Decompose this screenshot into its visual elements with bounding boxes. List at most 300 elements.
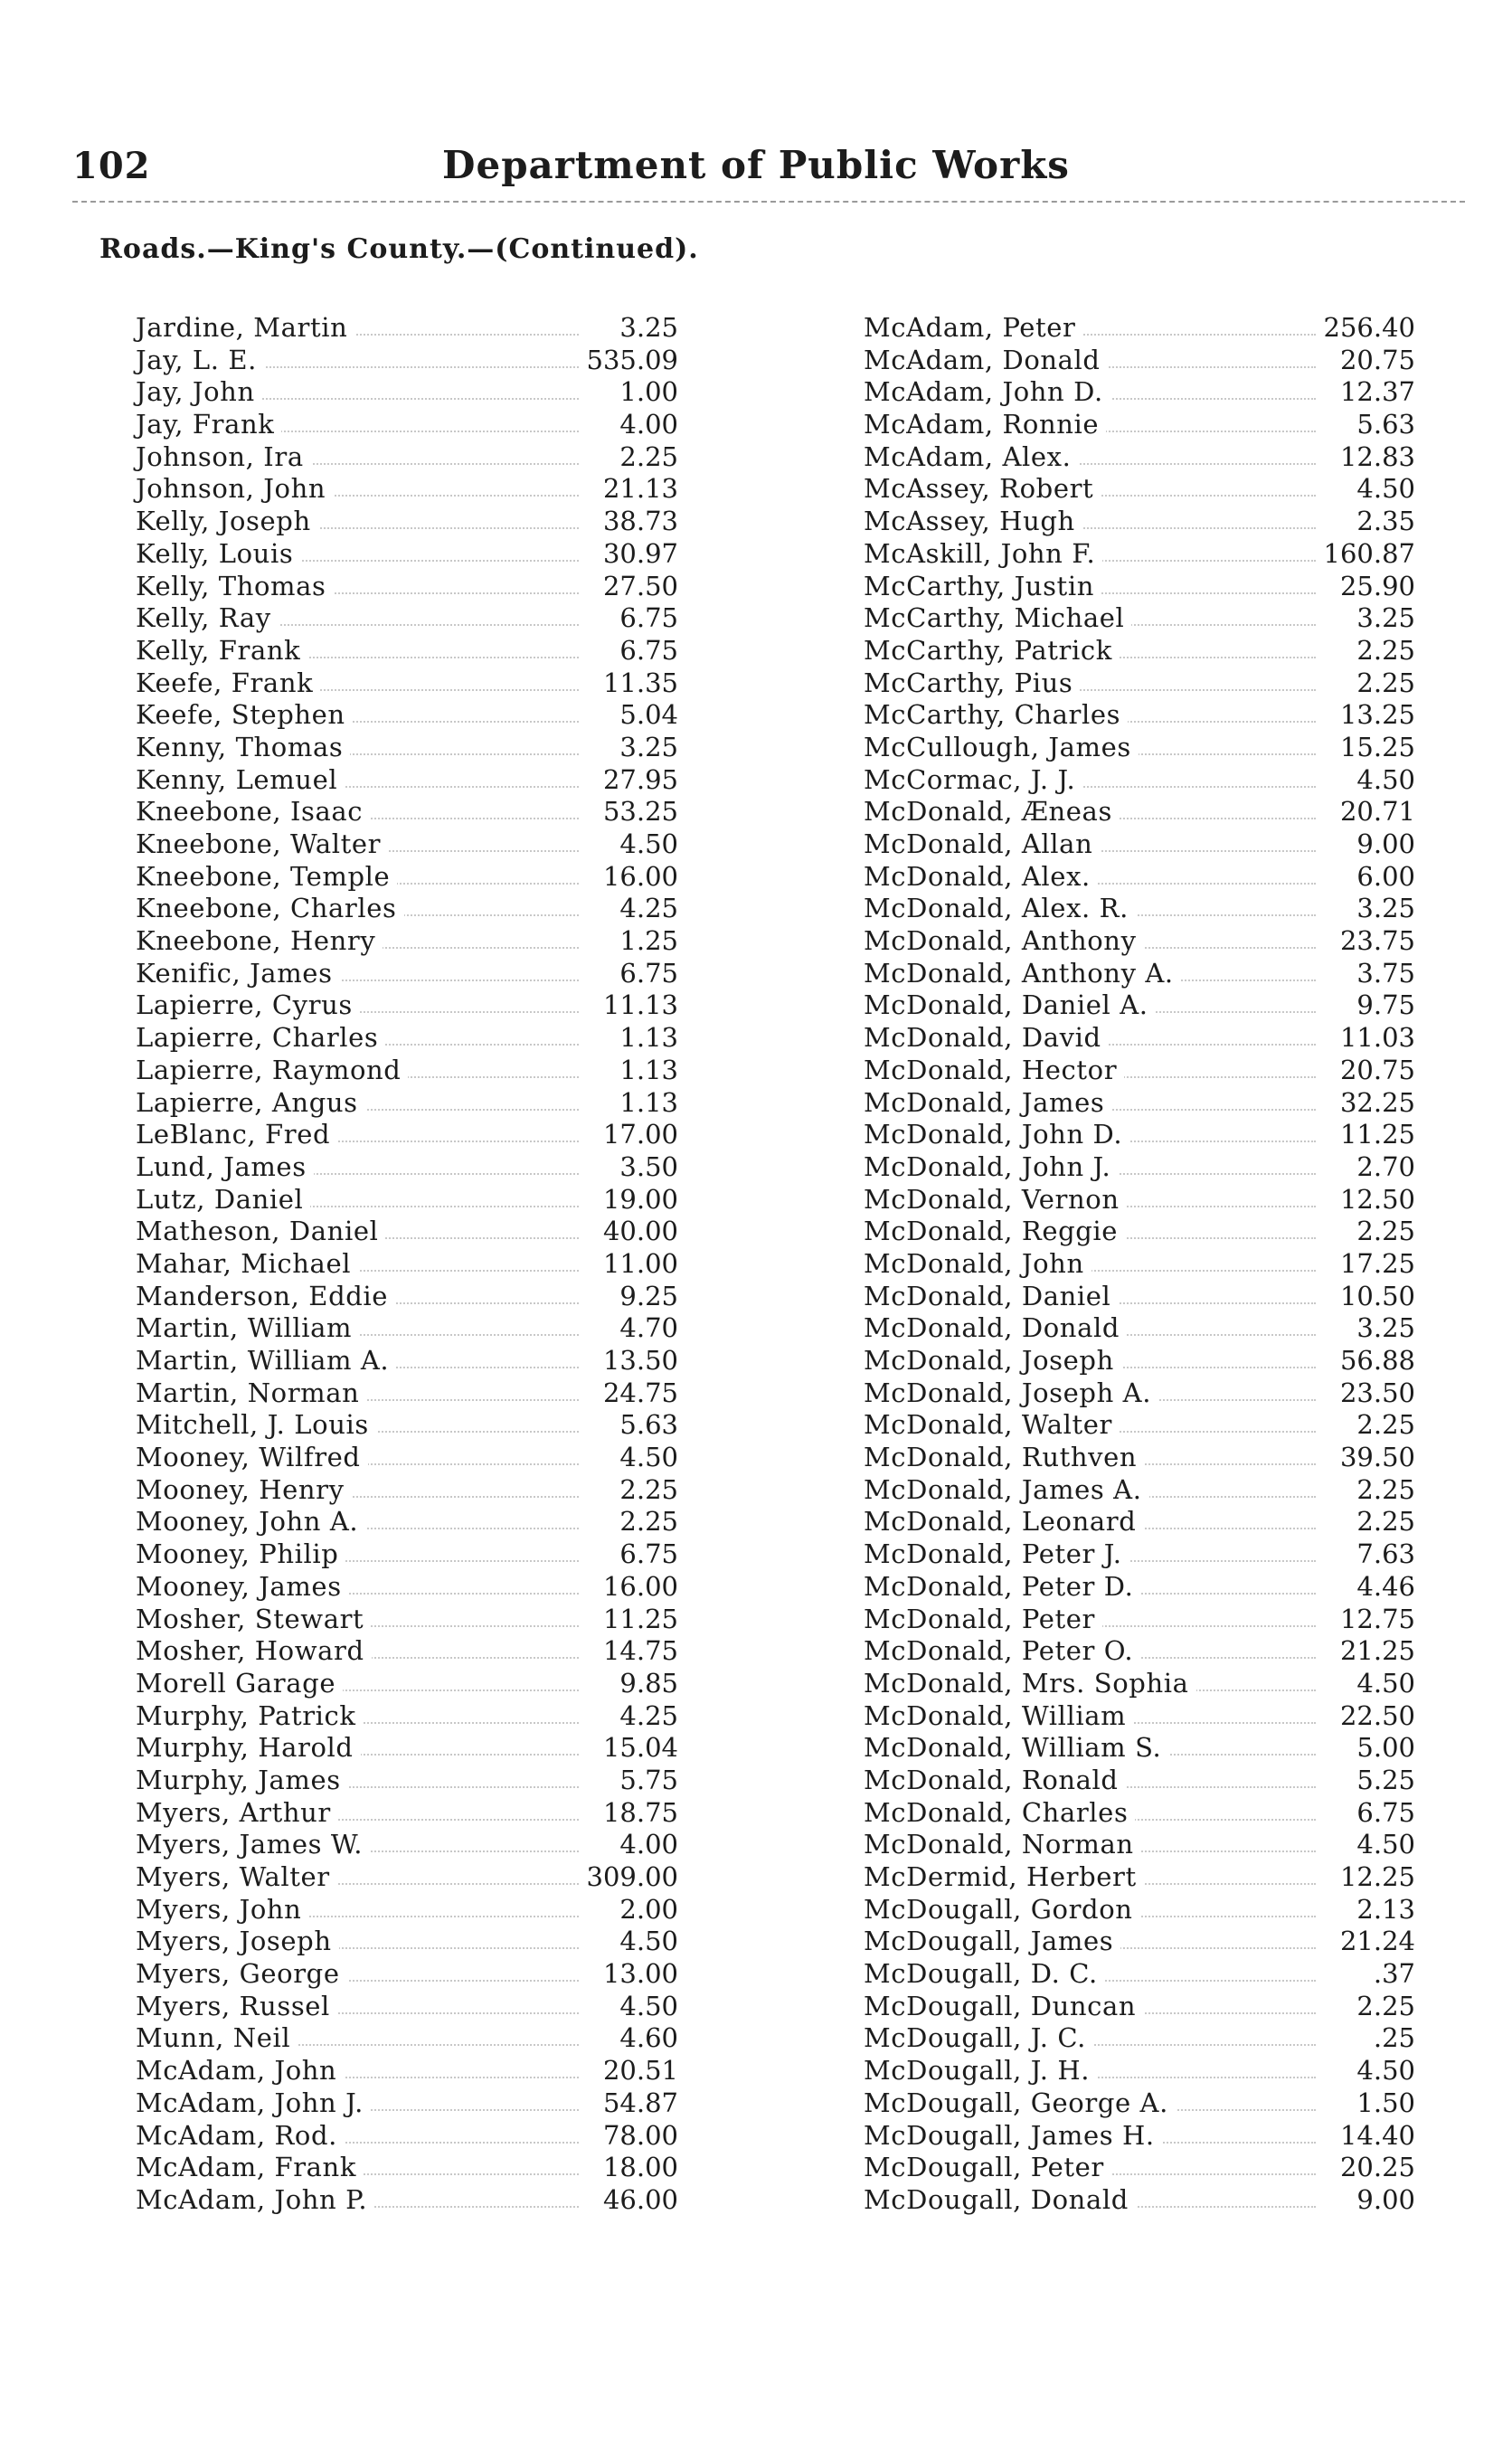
list-item [136, 1861, 678, 1894]
payment-amount: 2.25 [1349, 1991, 1415, 2023]
list-item [136, 2022, 678, 2055]
list-item [136, 1248, 678, 1281]
payment-amount: 4.25 [612, 1700, 678, 1733]
payee-name: McDougall, James [864, 1926, 1120, 1958]
list-item [136, 1765, 678, 1797]
list-item [136, 1635, 678, 1668]
list-item [864, 1281, 1415, 1313]
payment-amount: 22.50 [1333, 1700, 1415, 1733]
payment-amount: 11.25 [1333, 1119, 1415, 1151]
payment-amount: 16.00 [596, 861, 678, 894]
list-item [136, 602, 678, 635]
list-item [864, 861, 1415, 894]
payment-amount: 56.88 [1333, 1345, 1415, 1377]
payment-amount: 6.75 [1349, 1797, 1415, 1830]
payee-name: McDonald, Vernon [864, 1184, 1127, 1216]
page-number: 102 [72, 145, 151, 187]
payment-amount: 4.00 [612, 1829, 678, 1861]
payment-amount: 21.13 [596, 473, 678, 506]
payee-name: McDougall, Duncan [864, 1991, 1143, 2023]
payee-name: Mooney, Philip [136, 1538, 345, 1571]
payment-amount: 20.75 [1333, 1055, 1415, 1087]
payment-amount: 1.13 [612, 1055, 678, 1087]
payee-name: Morell Garage [136, 1668, 343, 1700]
payee-name: McDonald, Daniel [864, 1281, 1118, 1313]
list-item [136, 1312, 678, 1345]
list-item [136, 1184, 678, 1216]
payee-name: Mooney, John A. [136, 1506, 365, 1538]
payment-amount: 2.25 [612, 1474, 678, 1507]
payee-name: McDonald, Joseph [864, 1345, 1121, 1377]
list-item [864, 1216, 1415, 1248]
payment-amount: 11.25 [596, 1604, 678, 1636]
payee-name: Martin, William [136, 1312, 359, 1345]
payee-name: McDonald, William [864, 1700, 1133, 1733]
payment-amount: 5.00 [1349, 1732, 1415, 1765]
list-item [864, 473, 1415, 506]
payment-amount: 32.25 [1333, 1087, 1415, 1120]
list-item [864, 1571, 1415, 1604]
payee-name: Mosher, Stewart [136, 1604, 371, 1636]
payment-amount: 20.71 [1333, 796, 1415, 828]
list-item [864, 2152, 1415, 2184]
payment-amount: 2.25 [1349, 1474, 1415, 1507]
list-item [136, 989, 678, 1022]
list-item [136, 345, 678, 377]
list-item [136, 1281, 678, 1313]
payee-name: McDermid, Herbert [864, 1861, 1144, 1894]
payment-amount: 12.37 [1333, 376, 1415, 409]
list-item [136, 667, 678, 700]
list-item [136, 764, 678, 797]
list-item [864, 1151, 1415, 1184]
payment-amount: 2.25 [1349, 635, 1415, 667]
list-item [136, 1151, 678, 1184]
list-item [864, 989, 1415, 1022]
list-item [136, 1571, 678, 1604]
list-item [864, 1409, 1415, 1442]
list-item [864, 441, 1415, 474]
payee-name: McCarthy, Michael [864, 602, 1131, 635]
left-column [136, 312, 678, 2217]
payee-name: McDonald, Donald [864, 1312, 1127, 1345]
list-item [864, 1119, 1415, 1151]
list-item [136, 2120, 678, 2153]
payment-amount: 2.35 [1349, 506, 1415, 538]
payment-amount: 5.75 [612, 1765, 678, 1797]
payment-amount: 5.63 [1349, 409, 1415, 441]
payee-name: Kneebone, Walter [136, 828, 388, 861]
list-item [864, 1055, 1415, 1087]
list-item [864, 538, 1415, 571]
payment-amount: 6.75 [612, 1538, 678, 1571]
payment-amount: 5.25 [1349, 1765, 1415, 1797]
payment-amount: 10.50 [1333, 1281, 1415, 1313]
payee-name: Myers, Arthur [136, 1797, 338, 1830]
payment-amount: 3.25 [1349, 602, 1415, 635]
payee-name: McDonald, Reggie [864, 1216, 1125, 1248]
list-item [864, 602, 1415, 635]
payment-amount: 18.00 [596, 2152, 678, 2184]
payee-name: Kelly, Thomas [136, 571, 334, 603]
payment-amount: 24.75 [596, 1377, 678, 1410]
payment-amount: 46.00 [596, 2184, 678, 2217]
payment-amount: 9.00 [1349, 828, 1415, 861]
payment-amount: 13.00 [596, 1958, 678, 1991]
payment-amount: 40.00 [596, 1216, 678, 1248]
payee-name: McDonald, Norman [864, 1829, 1141, 1861]
payment-amount: 3.25 [1349, 1312, 1415, 1345]
payee-name: Munn, Neil [136, 2022, 298, 2055]
list-item [864, 1312, 1415, 1345]
payee-name: Mahar, Michael [136, 1248, 358, 1281]
payee-name: McAdam, John P. [136, 2184, 374, 2217]
payee-name: McDonald, Anthony [864, 925, 1144, 958]
list-item [864, 1829, 1415, 1861]
payee-name: McDonald, John J. [864, 1151, 1118, 1184]
payment-amount: 1.00 [612, 376, 678, 409]
payee-name: Kneebone, Temple [136, 861, 397, 894]
list-item [864, 2087, 1415, 2120]
payee-name: Myers, Walter [136, 1861, 337, 1894]
payee-name: McCormac, J. J. [864, 764, 1082, 797]
payee-name: McAdam, Peter [864, 312, 1083, 345]
payment-amount: 2.13 [1349, 1894, 1415, 1926]
payee-name: Mooney, James [136, 1571, 349, 1604]
payment-amount: 2.25 [1349, 1506, 1415, 1538]
list-item [864, 1797, 1415, 1830]
payee-name: McAdam, Donald [864, 345, 1108, 377]
list-item [136, 958, 678, 990]
list-item [864, 1894, 1415, 1926]
payee-name: Jay, L. E. [136, 345, 264, 377]
list-item [136, 538, 678, 571]
payment-amount: 12.50 [1333, 1184, 1415, 1216]
list-item [864, 2055, 1415, 2087]
payment-amount: 160.87 [1317, 538, 1415, 571]
payee-name: Johnson, Ira [136, 441, 311, 474]
payment-amount: 2.00 [612, 1894, 678, 1926]
list-item [136, 1119, 678, 1151]
list-item [136, 1345, 678, 1377]
payee-name: Lapierre, Charles [136, 1022, 385, 1055]
payee-name: McAdam, John D. [864, 376, 1110, 409]
list-item [864, 925, 1415, 958]
payee-name: Kelly, Louis [136, 538, 300, 571]
payment-amount: 2.25 [1349, 1409, 1415, 1442]
payee-name: LeBlanc, Fred [136, 1119, 337, 1151]
list-item [136, 571, 678, 603]
payment-amount: 4.50 [1349, 473, 1415, 506]
payee-name: Kneebone, Charles [136, 893, 404, 925]
payment-amount: 23.75 [1333, 925, 1415, 958]
payment-amount: 6.75 [612, 635, 678, 667]
payee-name: Martin, William A. [136, 1345, 396, 1377]
payee-name: McAdam, John J. [136, 2087, 371, 2120]
payee-name: McDougall, J. H. [864, 2055, 1097, 2087]
list-item [864, 1926, 1415, 1958]
list-item [864, 667, 1415, 700]
payee-name: McDougall, Gordon [864, 1894, 1140, 1926]
payment-amount: 27.50 [596, 571, 678, 603]
payee-name: Matheson, Daniel [136, 1216, 385, 1248]
list-item [136, 1087, 678, 1120]
list-item [864, 958, 1415, 990]
list-item [136, 1829, 678, 1861]
list-item [136, 1926, 678, 1958]
payee-name: McDougall, James H. [864, 2120, 1162, 2153]
payment-amount: 3.25 [612, 732, 678, 764]
payee-name: Myers, John [136, 1894, 308, 1926]
payment-amount: 17.25 [1333, 1248, 1415, 1281]
payment-amount: 4.50 [1349, 2055, 1415, 2087]
payment-amount: 1.13 [612, 1022, 678, 1055]
list-item [864, 376, 1415, 409]
payee-name: McDonald, Daniel A. [864, 989, 1156, 1022]
payment-amount: 20.25 [1333, 2152, 1415, 2184]
list-item [864, 1861, 1415, 1894]
list-item [864, 2022, 1415, 2055]
list-item [136, 1022, 678, 1055]
payee-name: McDonald, James [864, 1087, 1111, 1120]
list-item [136, 1797, 678, 1830]
list-item [864, 1248, 1415, 1281]
list-item [864, 1087, 1415, 1120]
payment-amount: 2.25 [1349, 667, 1415, 700]
payee-name: Myers, Russel [136, 1991, 337, 2023]
payment-amount: 4.50 [1349, 1668, 1415, 1700]
payment-amount: 14.40 [1333, 2120, 1415, 2153]
payment-amount: 1.50 [1349, 2087, 1415, 2120]
payment-amount: 5.04 [612, 699, 678, 732]
list-item [864, 1604, 1415, 1636]
section-title: Roads.—King's County.—(Continued). [99, 233, 699, 265]
payee-name: Kneebone, Isaac [136, 796, 370, 828]
payee-name: McAdam, Alex. [864, 441, 1078, 474]
list-item [864, 796, 1415, 828]
list-item [864, 1668, 1415, 1700]
payee-name: Kelly, Joseph [136, 506, 318, 538]
list-item [136, 828, 678, 861]
payment-amount: 7.63 [1349, 1538, 1415, 1571]
payee-name: McCarthy, Justin [864, 571, 1101, 603]
list-item [136, 925, 678, 958]
payee-name: McDonald, Mrs. Sophia [864, 1668, 1196, 1700]
payment-amount: 13.25 [1333, 699, 1415, 732]
payment-amount: 25.90 [1333, 571, 1415, 603]
payee-name: McDonald, Alex. R. [864, 893, 1136, 925]
list-item [864, 893, 1415, 925]
payee-name: McDonald, Charles [864, 1797, 1135, 1830]
payment-amount: .25 [1366, 2022, 1415, 2055]
payment-amount: 15.25 [1333, 732, 1415, 764]
payee-name: Lapierre, Raymond [136, 1055, 408, 1087]
payee-name: McAdam, Ronnie [864, 409, 1106, 441]
payment-amount: 21.25 [1333, 1635, 1415, 1668]
payment-amount: 9.75 [1349, 989, 1415, 1022]
payment-amount: 2.25 [612, 441, 678, 474]
payment-amount: 1.25 [612, 925, 678, 958]
payee-name: McDonald, Ronald [864, 1765, 1126, 1797]
payee-name: McAdam, John [136, 2055, 344, 2087]
payee-name: Murphy, Harold [136, 1732, 361, 1765]
payment-amount: 4.50 [612, 828, 678, 861]
payee-name: McDougall, George A. [864, 2087, 1176, 2120]
list-item [864, 1506, 1415, 1538]
payment-amount: 9.85 [612, 1668, 678, 1700]
payee-name: McDougall, J. C. [864, 2022, 1093, 2055]
list-item [136, 1442, 678, 1474]
payee-name: McAskill, John F. [864, 538, 1102, 571]
payee-name: Kenific, James [136, 958, 340, 990]
payee-name: Mosher, Howard [136, 1635, 372, 1668]
payee-name: McDonald, Joseph A. [864, 1377, 1158, 1410]
payment-amount: 53.25 [596, 796, 678, 828]
list-item [136, 1732, 678, 1765]
list-item [136, 861, 678, 894]
payee-name: Myers, George [136, 1958, 347, 1991]
payee-name: McDonald, Peter D. [864, 1571, 1140, 1604]
payee-name: Kelly, Frank [136, 635, 307, 667]
list-item [136, 1894, 678, 1926]
payment-amount: 14.75 [596, 1635, 678, 1668]
payee-name: McCullough, James [864, 732, 1139, 764]
payee-name: Jardine, Martin [136, 312, 354, 345]
payment-amount: 11.35 [596, 667, 678, 700]
payee-name: Myers, James W. [136, 1829, 370, 1861]
list-item [136, 1216, 678, 1248]
list-item [864, 2184, 1415, 2217]
list-item [864, 571, 1415, 603]
payee-name: Mitchell, J. Louis [136, 1409, 376, 1442]
payment-amount: 16.00 [596, 1571, 678, 1604]
payee-name: Murphy, James [136, 1765, 348, 1797]
list-item [864, 732, 1415, 764]
payee-name: McDonald, Ruthven [864, 1442, 1144, 1474]
list-item [864, 828, 1415, 861]
list-item [864, 1184, 1415, 1216]
payment-amount: 39.50 [1333, 1442, 1415, 1474]
payee-name: McAdam, Frank [136, 2152, 364, 2184]
list-item [864, 1765, 1415, 1797]
payee-name: McDougall, D. C. [864, 1958, 1105, 1991]
payee-name: McDonald, John D. [864, 1119, 1129, 1151]
payee-name: Lapierre, Angus [136, 1087, 365, 1120]
payment-amount: 3.25 [612, 312, 678, 345]
payee-name: McCarthy, Patrick [864, 635, 1120, 667]
payment-amount: 2.70 [1349, 1151, 1415, 1184]
list-item [136, 1538, 678, 1571]
payment-amount: 4.50 [612, 1926, 678, 1958]
payee-name: McDonald, Hector [864, 1055, 1124, 1087]
list-item [136, 2055, 678, 2087]
payment-amount: 6.75 [612, 958, 678, 990]
payee-name: McAssey, Robert [864, 473, 1101, 506]
payment-amount: 3.75 [1349, 958, 1415, 990]
payment-amount: 4.70 [612, 1312, 678, 1345]
payee-name: McAssey, Hugh [864, 506, 1082, 538]
payee-name: McCarthy, Pius [864, 667, 1080, 700]
payment-amount: 13.50 [596, 1345, 678, 1377]
payment-amount: 3.50 [612, 1151, 678, 1184]
payment-amount: 256.40 [1317, 312, 1415, 345]
payee-name: McDonald, Peter J. [864, 1538, 1129, 1571]
list-item [136, 409, 678, 441]
list-item [136, 699, 678, 732]
payee-name: Murphy, Patrick [136, 1700, 364, 1733]
payee-name: Jay, Frank [136, 409, 281, 441]
payment-amount: 1.13 [612, 1087, 678, 1120]
list-item [864, 1377, 1415, 1410]
payee-name: Martin, Norman [136, 1377, 366, 1410]
list-item [136, 1409, 678, 1442]
list-item [136, 1055, 678, 1087]
payment-amount: 535.09 [580, 345, 678, 377]
payment-amount: 4.25 [612, 893, 678, 925]
list-item [864, 2120, 1415, 2153]
payment-amount: 11.03 [1333, 1022, 1415, 1055]
payee-name: Johnson, John [136, 473, 333, 506]
payee-name: McDonald, Anthony A. [864, 958, 1181, 990]
payment-amount: 6.75 [612, 602, 678, 635]
list-item [136, 2087, 678, 2120]
list-item [864, 1538, 1415, 1571]
list-item [864, 1732, 1415, 1765]
list-item [864, 635, 1415, 667]
payment-amount: 21.24 [1333, 1926, 1415, 1958]
payee-name: Mooney, Wilfred [136, 1442, 368, 1474]
payee-name: McCarthy, Charles [864, 699, 1128, 732]
payee-name: Lund, James [136, 1151, 314, 1184]
payment-amount: 4.50 [1349, 764, 1415, 797]
payment-amount: 9.00 [1349, 2184, 1415, 2217]
payee-name: McDonald, Allan [864, 828, 1100, 861]
list-item [136, 1668, 678, 1700]
header-divider [72, 201, 1465, 203]
payee-name: McDonald, William S. [864, 1732, 1168, 1765]
payee-name: Kenny, Thomas [136, 732, 350, 764]
payee-name: Jay, John [136, 376, 262, 409]
list-item [864, 1345, 1415, 1377]
payee-name: McAdam, Rod. [136, 2120, 345, 2153]
payee-name: Myers, Joseph [136, 1926, 339, 1958]
payee-name: McDougall, Peter [864, 2152, 1111, 2184]
payment-amount: 3.25 [1349, 893, 1415, 925]
list-item [864, 1474, 1415, 1507]
list-item [864, 345, 1415, 377]
payment-amount: .37 [1366, 1958, 1415, 1991]
payment-amount: 4.50 [612, 1991, 678, 2023]
list-item [136, 1474, 678, 1507]
list-item [864, 764, 1415, 797]
payment-amount: 6.00 [1349, 861, 1415, 894]
list-item [136, 473, 678, 506]
payment-amount: 2.25 [612, 1506, 678, 1538]
payment-amount: 20.75 [1333, 345, 1415, 377]
list-item [136, 312, 678, 345]
list-item [864, 1635, 1415, 1668]
list-item [136, 1506, 678, 1538]
payment-amount: 12.25 [1333, 1861, 1415, 1894]
list-item [864, 1700, 1415, 1733]
payee-name: McDonald, Æneas [864, 796, 1120, 828]
list-item [136, 506, 678, 538]
payee-name: Lapierre, Cyrus [136, 989, 360, 1022]
payment-amount: 4.46 [1349, 1571, 1415, 1604]
list-item [136, 2184, 678, 2217]
payment-amount: 4.50 [1349, 1829, 1415, 1861]
payee-name: Kelly, Ray [136, 602, 279, 635]
